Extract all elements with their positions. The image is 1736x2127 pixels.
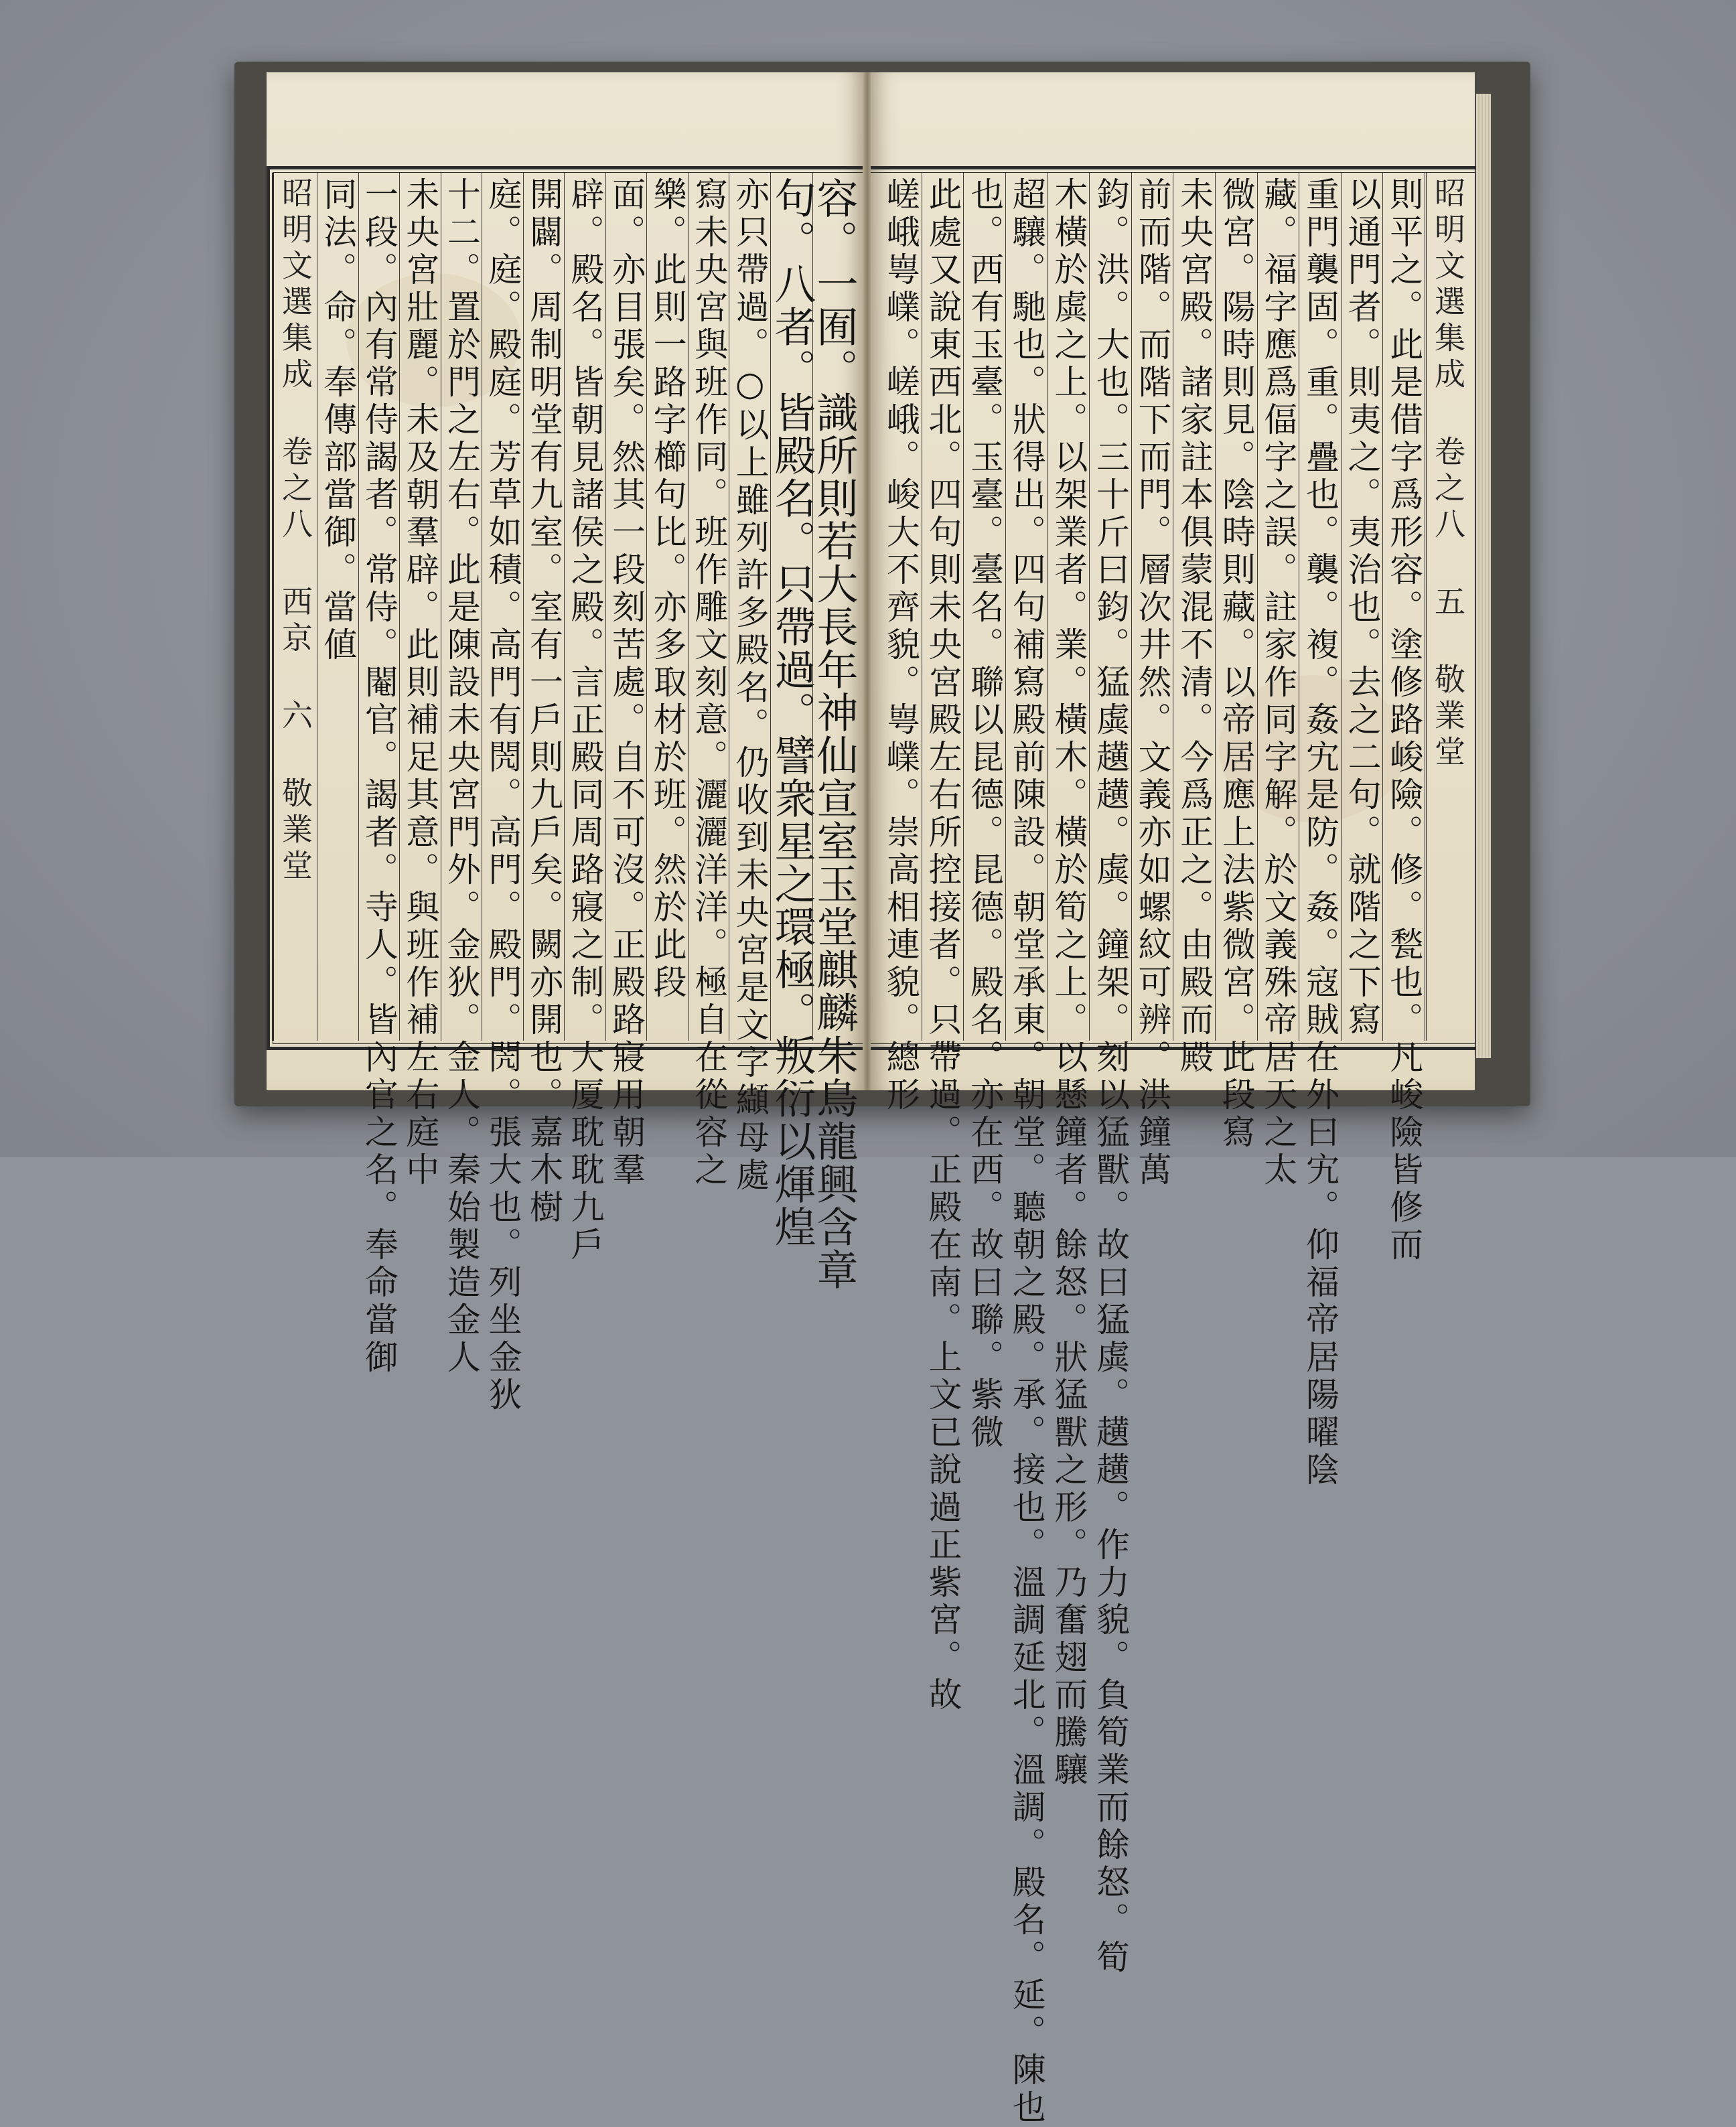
text-column: 木橫於虡之上。以架業者。業。橫木。橫於筍之上。以懸鐘者。餘怒。狀猛獸之形。乃奮翅而騰驤	[1047, 173, 1090, 1041]
text-column: 未央宮殿。諸家註本俱蒙混不清。今爲正之。由殿而殿	[1173, 173, 1215, 1041]
text-column: 庭。庭。殿庭。芳草如積。高門有閌。高門。殿門。閌。張大也。列坐金狄	[482, 173, 523, 1041]
text-column: 寫未央宮與班作同。班作雕文刻意。灑灑洋洋。極自在從容之	[688, 173, 729, 1041]
text-column: 也。西有玉臺。玉臺。臺名。聯以昆德。昆德。殿名。亦在西。故曰聯。紫微	[963, 173, 1005, 1041]
text-column: 開闢。周制明堂有九室。室有一戶則九戶矣。闕亦開也。嘉木樹	[523, 173, 565, 1041]
text-column: 面。亦目張矣。然其一段刻苦處。自不可沒。正殿路寢用朝羣	[605, 173, 647, 1041]
text-column: 嵯峨㟧嶫。嵯峨。峻大不齊貌。㟧嶫。崇高相連貌。總形	[881, 177, 920, 1114]
left-page-margin-title: 昭明文選集成 卷之八 西京 六 敬業堂	[272, 173, 317, 1041]
text-column: 鈞。洪。大也。三十斤曰鈞。猛虡趪趪。虡。鐘架。刻以猛獸。故曰猛虡。趪趪。作力貌。負筍業而餘怒。筍	[1089, 173, 1131, 1041]
left-page	[267, 72, 864, 1414]
text-column: 同法。命。奉傳部當御。當値	[317, 173, 358, 1041]
text-column: 超驤。馳也。狀得出。四句補寫殿前陳設。朝堂承東。朝堂。聽朝之殿。承。接也。溫調延北。溫調。殿名。延。陳也	[1005, 173, 1047, 1041]
text-column: 容。一囿。識所則若大長年神仙宣室玉堂麒麟朱鳥龍興含章	[812, 173, 855, 1041]
text-column: 辟。殿名。皆朝見諸侯之殿。言正殿同周路寢之制。大厦耽耽九戶	[564, 173, 605, 1041]
text-column: 重門襲固。重。疊也。襲。複。姦宄是防。姦。寇賊在外曰宄。仰福帝居陽曜陰	[1299, 173, 1341, 1041]
text-column: 亦只帶過。○以上雖列許多殿名。仍收到未央宮是文字纈母處	[729, 173, 770, 1041]
right-page	[871, 72, 1475, 2127]
page-edges	[1476, 94, 1491, 1058]
text-column: 一段。內有常侍謁者。常侍。閹官。謁者。寺人。皆內官之名。奉命當御	[358, 173, 400, 1041]
right-page-margin-title: 昭明文選集成 卷之八 五 敬業堂	[1425, 173, 1469, 1041]
right-page-columns	[880, 173, 1469, 2127]
text-column: 以通門者。則夷之。夷治也。去之二句。就階之下寫	[1341, 173, 1383, 1041]
text-column: 句。八者。皆殿名。只帶過。譬衆星之環極。叛衍以煇煌	[770, 173, 812, 1041]
text-column: 則平之。此是借字爲形容。塗修路峻險。修。甃也。凡峻險皆修而	[1382, 173, 1425, 1041]
left-page-columns	[272, 173, 859, 1414]
text-column: 十二。置於門之左右。此是陳設未央宮門外。金狄。金人。秦始製造金人	[441, 173, 482, 1041]
text-column: 未央宮壯麗。未及朝羣辟。此則補足其意。與班作補左右庭中	[399, 173, 441, 1041]
text-column: 前而階。而階下而門。層次井然。文義亦如螺紋可辨。洪鐘萬	[1131, 173, 1173, 1041]
text-column: 微宮。陽時則見。陰時則藏。以帝居應上法紫微宮。此段寫	[1215, 173, 1257, 1041]
text-column: 樂。此則一路字櫛句比。亦多取材於班。然於此段	[646, 173, 688, 1041]
text-column: 此處又說東西北。四句則未央宮殿左右所控接者。只帶過。正殿在南。上文已說過正紫宮。故	[922, 173, 964, 1041]
text-column: 藏。福字應爲偪字之誤。註家作同字解。於文義殊帝居天之太	[1257, 173, 1299, 1041]
